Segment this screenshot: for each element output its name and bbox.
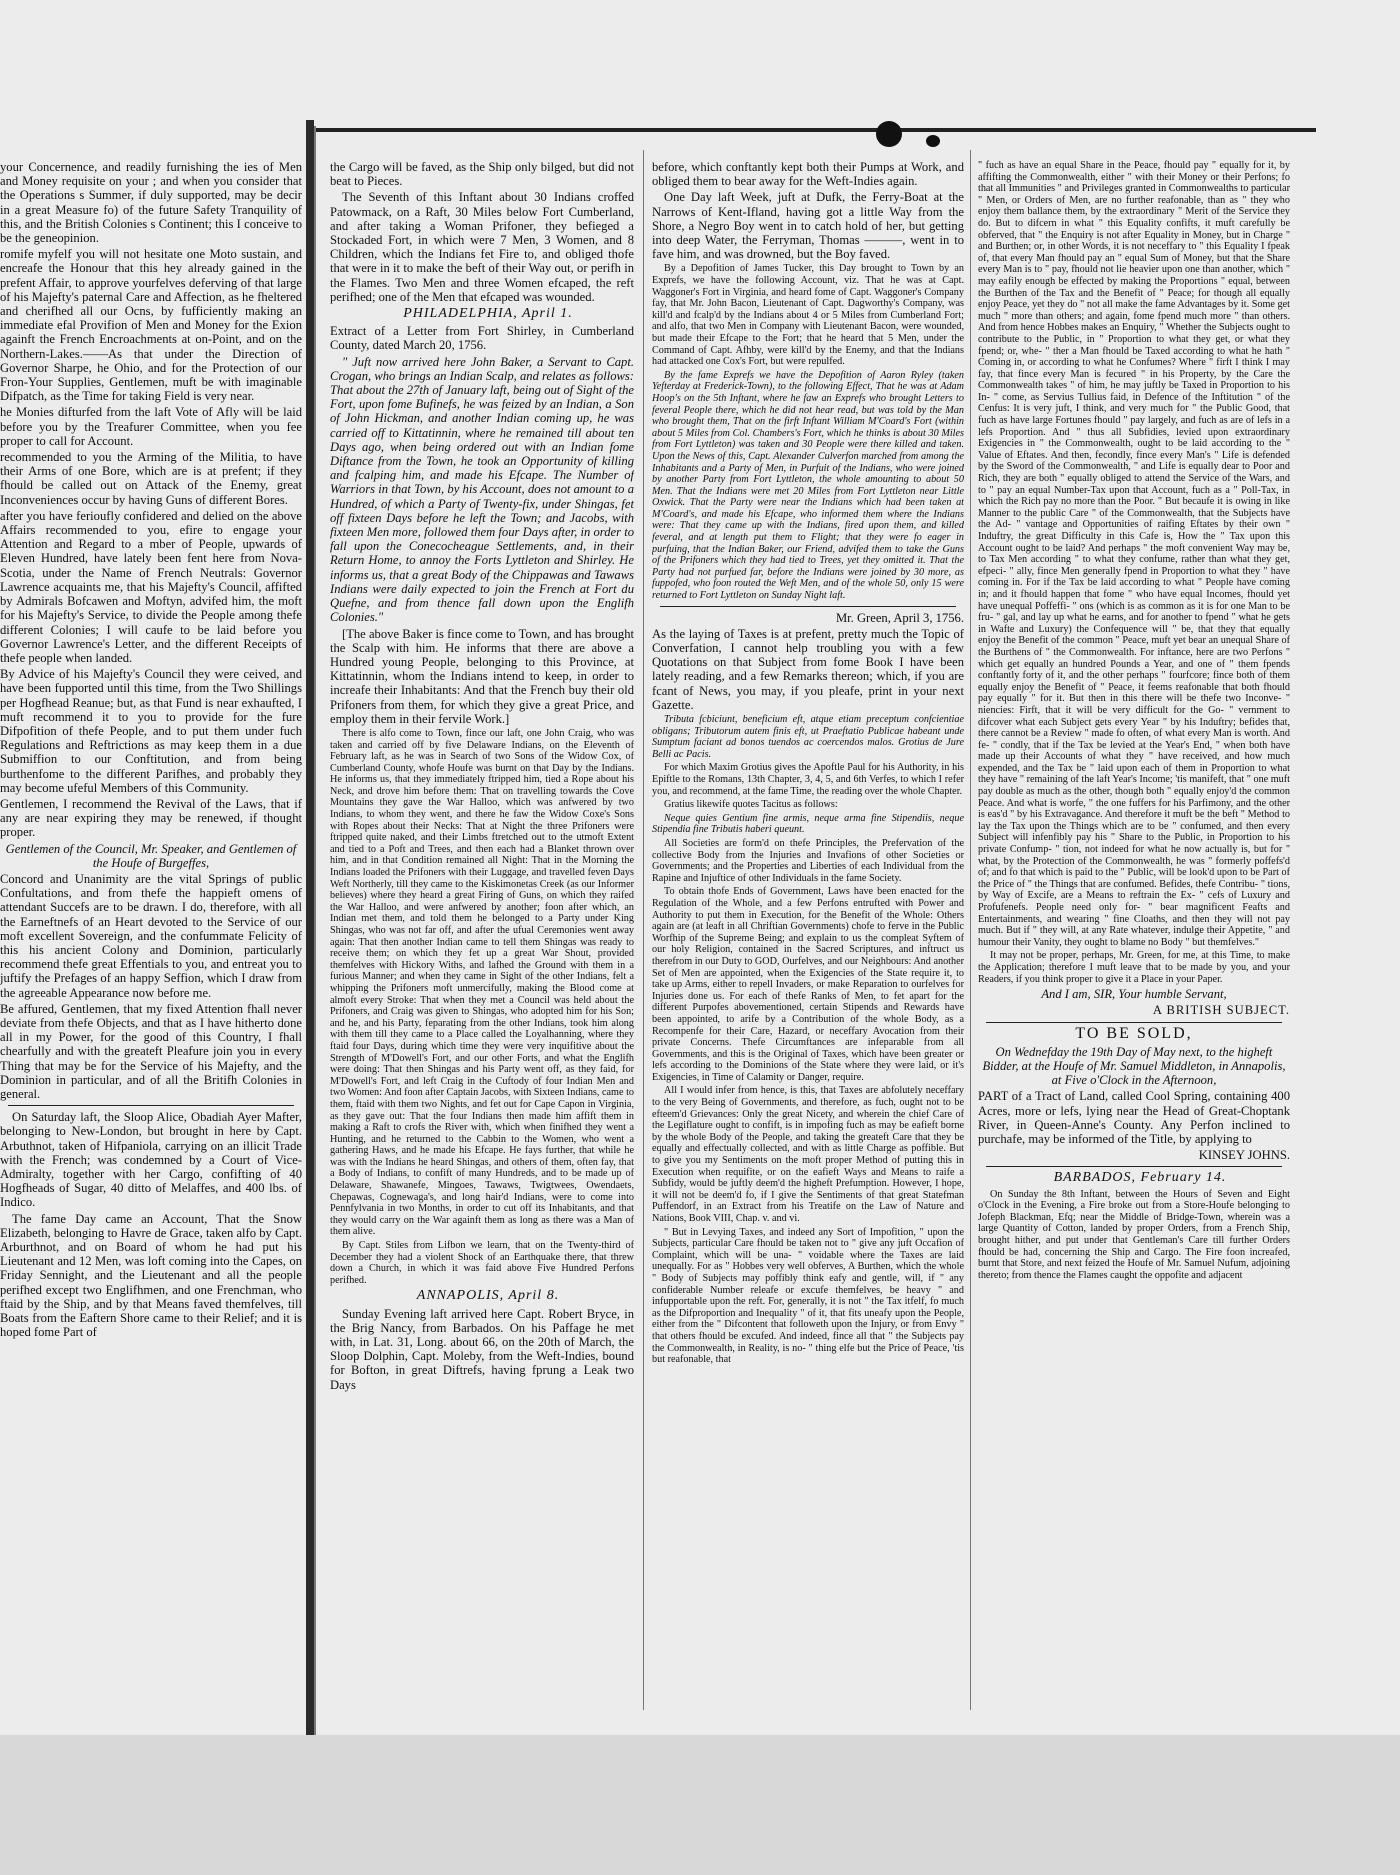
- article-paragraph: Gentlemen of the Council, Mr. Speaker, and Gentlemen of the Houfe of Burgeffes,: [5, 841, 297, 870]
- article-paragraph: PHILADELPHIA, April 1.: [403, 306, 573, 322]
- bottom-margin: [0, 1735, 1400, 1875]
- article-paragraph: On Sunday the 8th Inftant, between the Hours of Seven and Eight o'Clock in the Evening, a Fire broke out from a Store-Houfe belonging to Jofeph Blackman, Efq; near the Middle of Bridge-Town, wherein was a large Quantity of Cotton, landed by proper Orders, from a French Ship, brought hither, and put under that Gentleman's Care till further Orders fhould be had, concerning the Ship and Cargo. The Fire foon increafed, burnt that Store, and next feized the Houfe of Mr. Samuel Nufum, adjoining thereto; from thence the Flames caught the oppofite and adjacent: [978, 1188, 1290, 1281]
- article-paragraph: It may not be proper, perhaps, Mr. Green, for me, at this Time, to make the Application; therefore I muft leave that to be made by you, and your Readers, if you think proper to give it a Place in your Paper.: [978, 950, 1290, 985]
- article-paragraph: he Monies difturfed from the laft Vote of Afly will be laid before you by the Treafurer Committee, when you fee proper to call for Account.: [0, 405, 302, 448]
- article-paragraph: One Day laft Week, juft at Dufk, the Ferry-Boat at the Narrows of Kent-Ifland, having got a little Way from the Shore, a Negro Boy went in to catch hold of her, but getting into deep Water, the Ferryman, Thomas ———, went in to fave him, and was drowned, but the Boy faved.: [652, 190, 964, 262]
- top-rule: [316, 128, 1316, 132]
- column-rule: [970, 150, 971, 1710]
- article-paragraph: As the laying of Taxes is at prefent, pretty much the Topic of Converfation, I cannot help troubling you with a few Quotations on that Subject from fome Book I have been lately reading, and a few Remarks thereon; which, if you are fcant of News, you may, if you pleafe, print in your next Gazette.: [652, 626, 964, 712]
- page-gutter: [306, 120, 314, 1735]
- article-paragraph: " fuch as have an equal Share in the Peace, fhould pay " equally for it, by affifting the Commonwealth, either " with their Money or their Perfons; fo that all Immunities " and Privileges granted in Commonwealths to particular " Men, or Orders of Men, are no further reafonable, than as " they who enjoy them ballance them, by the extraordinary " Merit of the Service they do. But to difcern in what " this Equality confifts, it muft carefully be obferved, that " the Enquiry is not after Equality in Money, but in Charge " and Burthen; or, in other Words, it is not neceffary to " this Equality I fpeak of, that every Man fhould pay an " equal Sum of Money, but that the Share every Man is to " pay, fhould not lie heavier upon one than another, which " may eafily enough be effected by making the Proportions " equal, between the Burthen of the Tax and the Benefit of " Peace; for though all equally enjoy Peace, yet they do " not all make the fame Advantages by it. Some get much " more than others; and again, fome fpend much more " than others. And from hence Hobbes makes an Enquiry, " Whether the Subjects ought to contribute to the Public, in " Proportion to what they get, or what they fpend; or, whe- " ther a Man fhould be Taxed according to what he hath " Coming in, or according to what he Confumes? Where " firft I think I may fay, that fince every Man is fecured " in his Property, by the Care the Commonwealth takes " of him, he may juftly be Taxed in Proportion to his In- " come, as Servius Tullius faid, in Defence of the Inftitution " of the Cenfus: It is very juft, I think, and very much for " the Public Good, that fuch as have large Fortunes fhould " pay largely, and fuch as are of lefs in a lefs Proportion. And " thus all Subfidies, levied upon extraordinary Exigencies in " the Commonwealth, ought to be laid according to the " Value of Eftates. And then, fecondly, fince every Man's " Life is defended by the Sword of the Commonwealth, " and Life is equally dear to Poor and Rich, they are both " equally obliged to attend the Service of the Wars, and to " pay an equal Number-Tax upon that Account, fuch as a " Poll-Tax, in which the Rich pay no more than the Poor. " But becaufe it is owing in like Manner to the public Care " of the Commonwealth, that the Subjects have the Ad- " vantage and Opportunities of raifing Eftates by their own " Induftry, the great Difficulty in this Cafe is, How the " Tax upon this Account ought to be laid? And perhaps " the moft convenient Way may be, to Tax Men according " to what they confume, rather than what they get, efpeci- " ally, fince Men generally fpend in Proportion to what they " have coming in. For if the Tax be laid according to what " People have coming in; and it fhould happen that fome " who have equal Incomes, fhould yet have unequal Poffeffi- " ons (which is as common as it is for one Man to be fru- " gal, and lay up what he earns, and for another to fpend " what he gets in Wafte and Luxury) the Confequence will " be, that they that equally enjoy the Benefit of the common " Peace, muft yet bear an unequal Share of the Burthens of " the Commonwealth. For inftance, here are two Perfons " which get equally an hundred Pounds a Year, and one of " them fpends conftantly forty of it, and the other perhaps " fourfcore; fince both of them equally enjoy the Benefit of " Peace, it feems reafonable that both fhould pay equally " for it. But then in this there will be thefe two Inconve- " niencies: Firft, that it will be very difficult for the Go- " vernment to difcover what each Subject gets every Year " by his Induftry; befides that, there cannot be a Review " made fo often, of what every Man is worth. And fe- " condly, that if the Tax be levied at the Year's End, " when both have made up their Accounts of what they " have received, and how much expended, and the Tax be " laid upon each of them in Proportion to what they have " remaining of the laft Year's Income; 'tis manifeft, that " one muft pay double as much as the other, though both " equally enjoy'd the common Peace. And what is worfe, " the one fuffers for his Parfimony, and the other is eas'd " by his Extravagance. And therefore it muft be the beft " Method to lay the Tax upon the Things which are to be " confumed, and then every Subject will infenfibly pay his " Share to the Public, in Proportion to his private Confump- " tion, not indeed for what he now actually is, but for " what, by the Protection of the Commonwealth, he was " formerly poffefs'd of; and fo that which is paid to the " Public, will be look'd upon to be Part of the Price of " the Things that are confumed. Befides, thefe Contribu- " tions, by Way of Excife, are a Means to reftrain the Ex- " cefs of Luxury and Profufenefs. People need only for- " bear magnificent Feafts and Entertainments, and wearing " fine Cloaths, and then they will not pay much. But if " they will, at any Rate whatever, indulge their Appetite, " and humour their Vanity, they ought to blame no Body " but themfelves.": [978, 160, 1290, 948]
- article-paragraph: " But in Levying Taxes, and indeed any Sort of Impofition, " upon the Subjects, particular Care fhould be taken not to " give any juft Occafion of Complaint, which will be una- " voidable where the Taxes are laid unequally. For as " Hobbes very well obferves, A Burthen, which the whole " Body of Subjects may poffibly think eafy and gentle, will, if " any confiderable Number releafe or excufe themfelves, be heavy " and infupportable upon the reft. For, generally, it is not " the Tax itfelf, fo much as the Difproportion and Inequality " of it, that fits uneafy upon the People, either from the " Difcontent that followeth upon the Injury, or from Envy " that others fhould be excufed. And indeed, fince all that " the Subjects pay the Commonwealth, in Reality, is no- " thing elfe but the Price of Peace, 'tis but reafonable, that: [652, 1226, 964, 1366]
- article-paragraph: ANNAPOLIS, April 8.: [416, 1288, 560, 1304]
- article-paragraph: before, which conftantly kept both their Pumps at Work, and obliged them to bear away for the Weft-Indies again.: [652, 160, 964, 189]
- article-paragraph: All I would infer from hence, is this, that Taxes are abfolutely neceffary to the very Being of Governments, and therefore, as fuch, ought not to be efteem'd Grievances: Only the great Nicety, and wherein the chief Care of the Legiflature ought to confift, is in impofing fuch as may be eafieft borne by the whole Body of the People, and taking the greateft Care that they be equally and effectually collected, and with as little Charge as poffible. But to give you my Sentiments on the moft proper Method of putting this in Execution when requifite, or on the eafieft Ways and Means to raife a Subfidy, would be juftly deem'd the higheft Prefumption. However, I hope, it will not be deem'd fo, if I give the Sentiments of that great Statefman Puffendorf, in an Extract from his Treatife on the Law of Nature and Nations, Book VIII, Chap. v. and vi.: [652, 1085, 964, 1224]
- section-divider: [986, 1022, 1282, 1023]
- article-paragraph: Concord and Unanimity are the vital Springs of public Confultations, and from thefe the happieft omens of attendant Succefs are to be drawn. I do, therefore, with all the Earneftnefs of an Heart devoted to the Service of our moft excellent Sovereign, and the confummate Felicity of this his ancient Colony and Dominion, particularly recommend thefe great Effentials to you, and entreat you to juftify the Prefages of an happy Seffion, which I draw from the agreeable Appearance now before me.: [0, 871, 302, 1000]
- sheet-edge: [314, 126, 316, 1736]
- column-rule: [643, 150, 644, 1710]
- article-paragraph: On Wednefday the 19th Day of May next, to the higheft Bidder, at the Houfe of Mr. Samuel Middleton, in Annapolis, at Five o'Clock in the Afternoon,: [982, 1044, 1286, 1088]
- article-paragraph: All Societies are form'd on thefe Principles, the Prefervation of the collective Body from the Injuries and Invafions of other Societies or Governments; and the Properties and Liberties of each Individual from the Rapine and Injuftice of other Individuals in the fame Society.: [652, 838, 964, 884]
- article-paragraph: TO BE SOLD,: [1075, 1024, 1193, 1042]
- ink-blot: [876, 121, 902, 147]
- section-divider: [8, 1105, 294, 1106]
- article-paragraph: Sunday Evening laft arrived here Capt. Robert Bryce, in the Brig Nancy, from Barbados. On his Paffage he met with, in Lat. 31, Long. about 66, on the 20th of March, the Sloop Dolphin, Capt. Moleby, from the Weft-Indies, bound for Bofton, in great Diftrefs, having fprung a Leak two Days: [330, 1306, 634, 1392]
- article-paragraph: By Capt. Stiles from Lifbon we learn, that on the Twenty-third of December they had a violent Shock of an Earthquake there, that threw down a Church, in which it was faid above Five Hundred Perfons perifhed.: [330, 1240, 634, 1286]
- article-paragraph: KINSEY JOHNS.: [1198, 1148, 1290, 1163]
- article-paragraph: By a Depofition of James Tucker, this Day brought to Town by an Exprefs, we have the following Account, viz. That he was at Capt. Waggoner's Fort in Virginia, and heard fome of Capt. Waggoner's Company fay, that Mr. John Bacon, Lieutenant of Capt. Dagworthy's Company, was kill'd and fcalp'd by the Indians about 4 or 5 Miles from Cumberland Fort; and alfo, that two Men in Company with Lieutenant Bacon, were wounded, but made their Efcape to the Fort; that he heard that 5 Men, under the Command of Capt. Afhby, were kill'd by the Enemy, and that the Indians had attacked one Cox's Fort, but were repulfed.: [652, 263, 964, 368]
- section-divider: [986, 1166, 1282, 1167]
- article-paragraph: your Concernence, and readily furnishing the ies of Men and Money requisite on your ; and when you consider that the Operations s Summer, if duly supported, may be decir in a great Measure fo) of the future Safety Tranquility of this, and the British Colonies s Continent; this I conceive to be the geneopinion.: [0, 160, 302, 246]
- ink-blot: [926, 135, 940, 147]
- article-paragraph: The fame Day came an Account, That the Snow Elizabeth, belonging to Havre de Grace, taken alfo by Capt. Arburthnot, and on Board of whom he had put his Lieutenant and 12 Men, was loft coming into the Capes, on Friday Sennight, and the Lieutenant and all the people perifhed except two Englifhmen, and one Frenchman, who ftaid by the Ship, and by that Means faved themfelves, till Boats from the Eaftern Shore came to their Relief; and it is hoped fome Part of: [0, 1211, 302, 1340]
- article-paragraph: A BRITISH SUBJECT.: [1152, 1003, 1290, 1018]
- article-paragraph: BARBADOS, February 14.: [1053, 1170, 1227, 1186]
- article-paragraph: Gentlemen, I recommend the Revival of the Laws, that if any are near expiring they may be renewed, if thought proper.: [0, 796, 302, 840]
- article-paragraph: [The above Baker is fince come to Town, and has brought the Scalp with him. He informs that there are above a Hundred young People, belonging to this Province, at Kittatinnin, whom the Indians intend to keep, in order to increafe their Inhabitants: And that the French buy their old Prifoners from them, for which they give a great Price, and employ them in their fervile Work.]: [330, 626, 634, 726]
- article-paragraph: Extract of a Letter from Fort Shirley, in Cumberland County, dated March 20, 1756.: [330, 324, 634, 353]
- section-divider: [660, 606, 956, 607]
- column-1: [0, 160, 302, 1720]
- article-paragraph: To obtain thofe Ends of Government, Laws have been enacted for the Regulation of the Whole, and a few Perfons entrufted with Power and Authority to put them in Execution, for the Benefit of the Whole: Others again are (at leaft in all Chriftian Governments) chofe to ferve in the Public Worfhip of the Supreme Being; and explain to us the compleat Syftem of our holy Religion, contained in the Sacred Scriptures, and inftruct us therefrom in our Duty to GOD, Ourfelves, and our Neighbours: And another Set of Men are appointed, when the Exigencies of the State require it, to take up Arms, either to repell Invaders, or make Reparation to ourfelves for Injuries done us. For each of thefe Ranks of Men, to fet apart for the different Purpofes abovementioned, certain Stipends and Rewards have been appointed, to arife by a Contribution of the whole Body, as a Recompenfe for their Care, Hazard, or neceffary Avocation from their private Concerns. Thefe Circumftances are infeparable from all Governments, and this is the Original of Taxes, which have been greater or lefs according to the Dominions of the State where they were laid, or it's Exigencies, in Time of Calamity or Danger, require.: [652, 886, 964, 1083]
- article-paragraph: PART of a Tract of Land, called Cool Spring, containing 400 Acres, more or lefs, lying near the Head of Great-Choptank River, in Queen-Anne's County. Any Perfon inclined to purchafe, may be informed of the Title, by applying to: [978, 1089, 1290, 1146]
- article-paragraph: And I am, SIR, Your humble Servant,: [1041, 987, 1227, 1002]
- article-paragraph: recommended to you the Arming of the Militia, to have their Arms of one Bore, which are is at prefent; if they fhould be called out on Attack of the Enemy, great Inconveniences occur by having Guns of different Bores.: [0, 450, 302, 507]
- column-3: [652, 160, 964, 1720]
- article-paragraph: Mr. Green, April 3, 1756.: [835, 610, 964, 625]
- article-paragraph: " Juft now arrived here John Baker, a Servant to Capt. Crogan, who brings an Indian Scalp, and relates as follows: That about the 27th of January laft, being out of Sight of the Fort, upon fome Bufinefs, he was feized by an Indian, a Son of John Hickman, and another Indian coming up, he was carried off to Kittatinnin, where he remained till about ten Days ago, when being ordered out with an Indian fome Diftance from the Town, he took an Opportunity of killing and fcalping him, and made his Efcape. The Number of Warriors in that Town, by his Account, does not amount to a Hundred, of which a Party of Twenty-fix, under Shingas, fet off fixteen Days before he left the Town; and Jacobs, with fixteen Men more, followed them four Days after, in order to fall upon the Conecocheague Settlements, and, in their Return Home, to annoy the Forts Lyttleton and Shirley. He informs us, that a great Body of the Chippawas and Tawaws Indians were daily expected to join the French at Fort du Quefne, and from thence fall down upon the Englifh Colonies.": [330, 354, 634, 625]
- article-paragraph: after you have ferioufly confidered and delied on the above Affairs recommended to you, efire to engage your Attention and Regard to a mber of People, upwards of Eleven Hundred, have lately been fent here from Nova-Scotia, under the Name of French Neutrals: Governor Lawrence acquaints me, that his Majefty's Council, affifted by Admirals Bofcawen and Moftyn, advifed him, the moft for his Majefty's Service, to divide the People among thefe different Colonies; I will caufe to be laid before you Governor Lawrence's Letter, and the different Receipts of thefe people when landed.: [0, 508, 302, 665]
- article-paragraph: By Advice of his Majefty's Council they were ceived, and have been fupported until this time, from the Two Shillings per Hogfhead Reanue; but, as that Fund is near exhaufted, I muft recommend it to you to provide for the fure Difpofition of thefe People, and to put them under fuch Regulations and Reftrictions as may keep them in a due Submiffion to our Conftitution, and from being burthenfome to the different Parifhes, and probably they may become ufeful Members of this Community.: [0, 667, 302, 795]
- column-2: [330, 160, 634, 1720]
- article-paragraph: Neque quies Gentium fine armis, neque arma fine Stipendiis, neque Stipendia fine Tributis haberi queunt.: [652, 812, 964, 836]
- article-paragraph: Tributa fcbiciunt, beneficium eft, atque etiam preceptum confcientiae obligans; Tributorum autem finis eft, ut Praeftatio Publicae habeant unde Sumptum faciant ad bonos tuendos ac coercendos malos. Grotius de Jure Belli ac Pacis.: [652, 714, 964, 760]
- article-paragraph: For which Maxim Grotius gives the Apoftle Paul for his Authority, in his Epiftle to the Romans, 13th Chapter, 3, 4, 5, and 6th Verfes, to which I refer you, and recommend, at the fame Time, the reading over the whole Chapter.: [652, 762, 964, 797]
- article-paragraph: romife myfelf you will not hesitate one Moto sustain, and encreafe the Honour that this hey already gained in the prefent Affair, to approve yourfelves deferving of that large of his Majefty's paternal Care and Affection, as he fheltered and cherifhed all our Ocns, by fufficiently making an immediate efal Provifion of Men and Money for the Exion againft the French Encroachments at on-Point, and on the Northern-Lakes.——As that under the Direction of Governor Sharpe, he Ohio, and for the Protection of our Fron-Your Supplies, Gentlemen, muft be with imaginable Difpatch, as the Time for taking Field is very near.: [0, 247, 302, 404]
- article-paragraph: The Seventh of this Inftant about 30 Indians croffed Patowmack, on a Raft, 30 Miles below Fort Cumberland, and after taking a Woman Prifoner, they befieged a Stockaded Fort, in which were 7 Men, 3 Women, and 8 Children, which the Indians fet Fire to, and obliged thofe that were in it to make the beft of their Way out, or perifh in the Flames. Two Men and three Women efcaped, the reft perifhed; one of the Men that efcaped was wounded.: [330, 190, 634, 304]
- article-paragraph: By the fame Exprefs we have the Depofition of Aaron Ryley (taken Yefterday at Frederick-Town), to the following Effect, That he was at Adam Hoop's on the 5th Inftant, where he faw an Exprefs who brought Letters to feveral People there, which he did not hear read, but was told by the Man who brought them, That on the firft Inftant William M'Coard's Fort (within about 5 Miles from Col. Chambers's Fort, which he thinks is about 30 Miles from Fort Lyttleton) was taken and 30 People were there killed and taken. Upon the News of this, Capt. Alexander Culverfon marched from among the Inhabitants and a Party of Men, in Purfuit of the Indians, who were joined by another Party from Fort Lyttleton, the whole amounting to about 50 Men. That the Indians were met 20 Miles from Fort Lyttleton near Little Oxwick. That the Party were near the Indians which had been taken at M'Coard's, and made his Efcape, who informed them where the Indians were: That they came up with the Indians, fired upon them, and killed feveral, and at length put them to Flight; that they were fo eager in purfuing, that the Indian Baker, our Friend, advifed them to take the Guns of the Prifoners which they had tied to Trees, yet they omitted it. That the Party had not purfued far, before the Indians were joined by 30 more, as fuppofed, who foon routed the Weft Men, and of the whole 50, only 15 were returned to Fort Lyttleton on Sunday Night laft.: [652, 369, 964, 602]
- column-4: [978, 160, 1290, 1720]
- article-paragraph: the Cargo will be faved, as the Ship only bilged, but did not beat to Pieces.: [330, 160, 634, 189]
- article-paragraph: On Saturday laft, the Sloop Alice, Obadiah Ayer Mafter, belonging to New-London, but brought in here by Capt. Arbuthnot, taken of Hifpaniola, carrying on an illicit Trade with the French; was condemned by a Court of Vice-Admiralty, together with her Cargo, confifting of 40 Hogfheads of Sugar, 40 ditto of Melaffes, and 400 lbs. of Indico.: [0, 1110, 302, 1210]
- article-paragraph: Be affured, Gentlemen, that my fixed Attention fhall never deviate from thefe Objects, and that as I have hitherto done all in my Power, for the good of this Country, I fhall chearfully and with the greateft Pleafure join you in every Thing that may be for the Service of his Majefty, and the Dominion in particular, and of all the Britifh Colonies in general.: [0, 1001, 302, 1101]
- article-paragraph: There is alfo come to Town, fince our laft, one John Craig, who was taken and carried off by five Delaware Indians, on the Eleventh of February laft, as he was in Search of two Sons of the Widow Cox, of Cumberland County, whofe Houfe was burnt on that Day by the Indians. He informs us, that they immediately ftripped him, tied a Rope about his Neck, and drove him before them: That on travelling towards the Cove Mountains they gave the War Halloo, which was anfwered by two Indians, to whom they went, and there he faw the Widow Coxe's Sons with Ropes about their Necks: That at Night the three Prifoners were ftripped quite naked, and their Limbs ftretched out to the utmoft Extent and tied to a Poft and Trees, and then each had a Blanket thrown over him, and in that Condition remained all Night: That in the Morning the Indians loaded the Prifoners with their Luggage, and travelled feven Days Weft Northerly, till they came to the Kiskimonetas Creek (as our Informer believes) where they heard a great Firing of Guns, on which they raifed the War Halloo, and were anfwered by another; foon after which, an Indian met them, and told them he belonged to a Party under King Shingas, who was not far off, and after the ufual Ceremonies went away again: That then another Indian came to tell them Shingas was ready to receive them; on which they fet up a great War Shout, provided themfelves with Hickory Withs, and lafhed the Ground with them in a furious Manner; and when they came in Sight of the other Indians, felt a whipping the Prifoners moft unmercifully, making the Blood come at almoft every Stroke: That when they met a Council was held about the Prifoners, and Craig was given to Shingas, who adopted him for his Son; and he, and his Party, feparating from the other Indians, took him along with them till they came to a Place called the Loyalhanning, where they ftaid four Days, during which time they were very inquifitive about the Strength of M'Dowell's Fort, and our other Forts, and what the Englifh were doing: That then Shingas and his Party went off, as they faid, for M'Dowell's Fort, and left Craig in the Cuftody of four Indian Men and two Women: And foon after Captain Jacobs, with Sixteen Indians, came to them, ftaid with them two Nights, and fet out for Cape Capon in Virginia, as they gave out: That the four Indians then made him affift them in making a Raft to crofs the River with, which when finifhed they went a Hunting, and he returned to the Cabbin to the Women, who went a gathering Haws, and he made his Efcape. He fays further, that while he was with the Indians he heard Shingas, and others of them, often fay, that a Body of Indians, to confift of many Hundreds, and to be made up of Delaware, Shawanefe, Mingoes, Tawaws, Twigtwees, Owendaets, Chepawas, Cognewaga's, and long hair'd Indians, were to come into Pennfylvania in two Months, in order to cut off its Inhabitants, and that they would carry on the War againft them as long as there was a Man of them alive.: [330, 727, 634, 1238]
- article-paragraph: Gratius likewife quotes Tacitus as follows:: [664, 799, 838, 811]
